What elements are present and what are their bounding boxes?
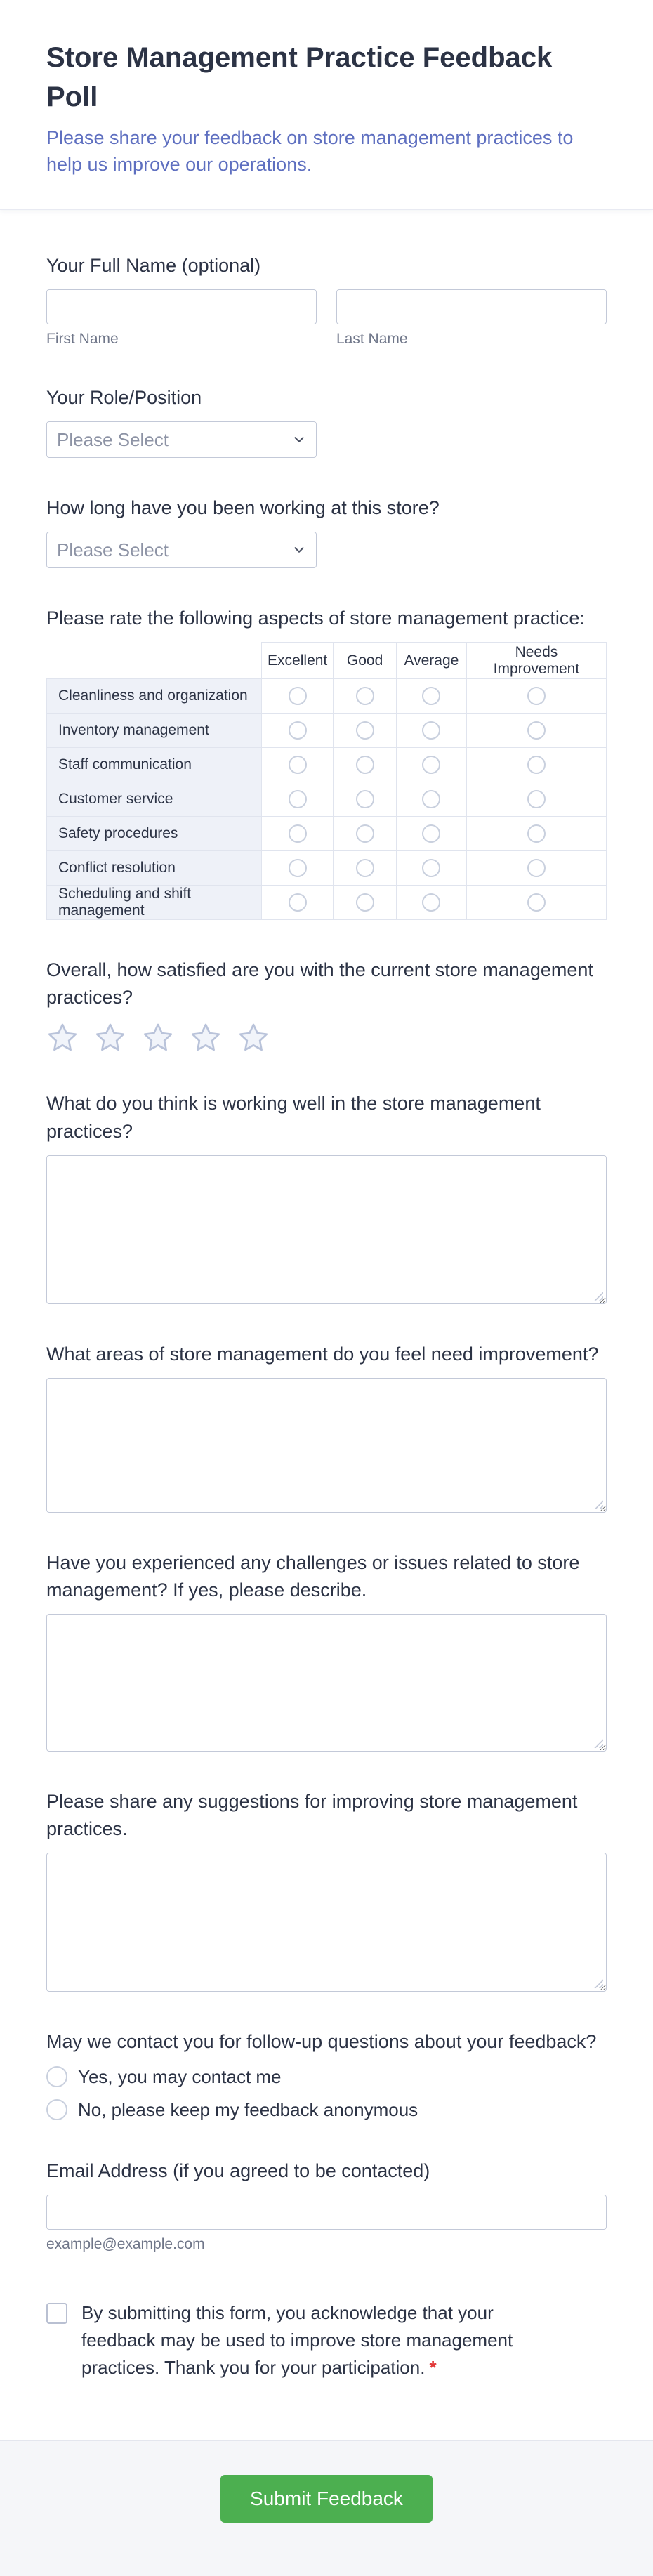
question-label: How long have you been working at this store? — [46, 497, 440, 518]
matrix-radio[interactable] — [356, 893, 374, 912]
question-label: Email Address (if you agreed to be contacted) — [46, 2160, 430, 2181]
matrix-radio[interactable] — [422, 790, 440, 808]
matrix-radio[interactable] — [527, 721, 546, 740]
email-input[interactable] — [46, 2195, 607, 2230]
form-footer — [0, 2440, 653, 2576]
matrix-radio[interactable] — [289, 859, 307, 877]
consent-text-body: By submitting this form, you acknowledge that your feedback may be used to improve store management practices. Thank you for your participation. — [81, 2301, 513, 2378]
matrix-radio[interactable] — [527, 824, 546, 843]
matrix-radio[interactable] — [289, 824, 307, 843]
matrix-row-label: Staff communication — [47, 748, 262, 782]
tenure-select[interactable] — [46, 532, 317, 568]
form-body — [0, 210, 653, 2440]
matrix-radio[interactable] — [289, 721, 307, 740]
matrix-row — [47, 679, 607, 714]
question-needs-improvement — [46, 1341, 607, 1513]
matrix-row-label: Scheduling and shift management — [47, 886, 262, 920]
matrix-radio[interactable] — [356, 824, 374, 843]
question-label: What do you think is working well in the store management practices? — [46, 1093, 541, 1142]
star-icon[interactable] — [94, 1021, 126, 1053]
matrix-radio[interactable] — [356, 756, 374, 774]
form-subtitle: Please share your feedback on store management practices to help us improve our operations. — [46, 127, 574, 175]
question-label: Overall, how satisfied are you with the current store management practices? — [46, 959, 593, 1008]
star-rating — [46, 1021, 607, 1053]
matrix-col-header-needs-improvement: Needs Improvement — [466, 643, 606, 679]
consent-row — [46, 2299, 607, 2381]
radio-icon[interactable] — [46, 2099, 67, 2120]
matrix-radio[interactable] — [289, 790, 307, 808]
matrix-radio[interactable] — [356, 790, 374, 808]
matrix-radio[interactable] — [527, 687, 546, 705]
matrix-row — [47, 817, 607, 851]
question-working-well — [46, 1090, 607, 1303]
email-sublabel: example@example.com — [46, 2235, 205, 2252]
form-title: Store Management Practice Feedback Poll — [46, 42, 553, 112]
star-icon[interactable] — [190, 1021, 222, 1053]
matrix-radio[interactable] — [422, 893, 440, 912]
matrix-radio[interactable] — [422, 824, 440, 843]
working-well-textarea[interactable] — [46, 1155, 607, 1304]
question-label: What areas of store management do you feel need improvement? — [46, 1343, 599, 1365]
form-header — [0, 0, 653, 210]
star-icon[interactable] — [142, 1021, 174, 1053]
question-label: Your Full Name (optional) — [46, 254, 261, 276]
question-rating-matrix — [46, 605, 607, 920]
question-label: Please share any suggestions for improving store management practices. — [46, 1791, 578, 1840]
matrix-row — [47, 748, 607, 782]
last-name-sublabel: Last Name — [336, 330, 408, 347]
matrix-col-header-excellent: Excellent — [262, 643, 334, 679]
contact-option-no[interactable] — [46, 2099, 607, 2121]
star-icon[interactable] — [46, 1021, 79, 1053]
matrix-row-label: Customer service — [47, 782, 262, 817]
first-name-sublabel: First Name — [46, 330, 119, 347]
question-suggestions — [46, 1788, 607, 1992]
needs-improvement-textarea[interactable] — [46, 1378, 607, 1513]
matrix-row — [47, 714, 607, 748]
matrix-col-header-average: Average — [396, 643, 466, 679]
contact-option-no-label: No, please keep my feedback anonymous — [78, 2098, 418, 2120]
last-name-input[interactable] — [336, 289, 607, 324]
matrix-radio[interactable] — [527, 756, 546, 774]
first-name-field — [46, 289, 317, 348]
submit-button[interactable]: Submit Feedback — [220, 2475, 433, 2523]
question-label: Please rate the following aspects of store management practice: — [46, 607, 585, 629]
matrix-row-label: Cleanliness and organization — [47, 679, 262, 714]
last-name-field — [336, 289, 607, 348]
star-icon[interactable] — [237, 1021, 270, 1053]
role-select[interactable] — [46, 421, 317, 458]
matrix-row-label: Conflict resolution — [47, 851, 262, 886]
rating-matrix — [46, 642, 607, 920]
suggestions-textarea[interactable] — [46, 1853, 607, 1992]
contact-option-yes-label: Yes, you may contact me — [78, 2065, 282, 2087]
question-label: Have you experienced any challenges or issues related to store management? If yes, please describe. — [46, 1551, 580, 1601]
question-full-name — [46, 252, 607, 348]
matrix-radio[interactable] — [527, 859, 546, 877]
matrix-radio[interactable] — [289, 756, 307, 774]
matrix-radio[interactable] — [527, 893, 546, 912]
matrix-radio[interactable] — [356, 859, 374, 877]
matrix-radio[interactable] — [422, 721, 440, 740]
question-role — [46, 384, 607, 458]
matrix-row — [47, 782, 607, 817]
question-tenure — [46, 494, 607, 568]
matrix-radio[interactable] — [527, 790, 546, 808]
matrix-row — [47, 851, 607, 886]
matrix-radio[interactable] — [422, 687, 440, 705]
required-asterisk: * — [429, 2356, 437, 2378]
consent-checkbox[interactable] — [46, 2303, 67, 2324]
matrix-corner — [47, 643, 262, 679]
question-label: May we contact you for follow-up questions about your feedback? — [46, 2031, 597, 2053]
radio-icon[interactable] — [46, 2066, 67, 2087]
matrix-radio[interactable] — [422, 756, 440, 774]
consent-text — [81, 2299, 552, 2381]
matrix-radio[interactable] — [289, 687, 307, 705]
contact-option-yes[interactable] — [46, 2066, 607, 2088]
matrix-col-header-good: Good — [334, 643, 397, 679]
matrix-radio[interactable] — [356, 687, 374, 705]
question-email — [46, 2157, 607, 2253]
matrix-radio[interactable] — [356, 721, 374, 740]
matrix-radio[interactable] — [289, 893, 307, 912]
question-contact — [46, 2028, 607, 2120]
matrix-row-label: Inventory management — [47, 714, 262, 748]
matrix-row-label: Safety procedures — [47, 817, 262, 851]
matrix-radio[interactable] — [422, 859, 440, 877]
matrix-row — [47, 886, 607, 920]
first-name-input[interactable] — [46, 289, 317, 324]
challenges-textarea[interactable] — [46, 1614, 607, 1752]
question-label: Your Role/Position — [46, 386, 202, 408]
question-challenges — [46, 1549, 607, 1752]
question-satisfaction — [46, 957, 607, 1053]
